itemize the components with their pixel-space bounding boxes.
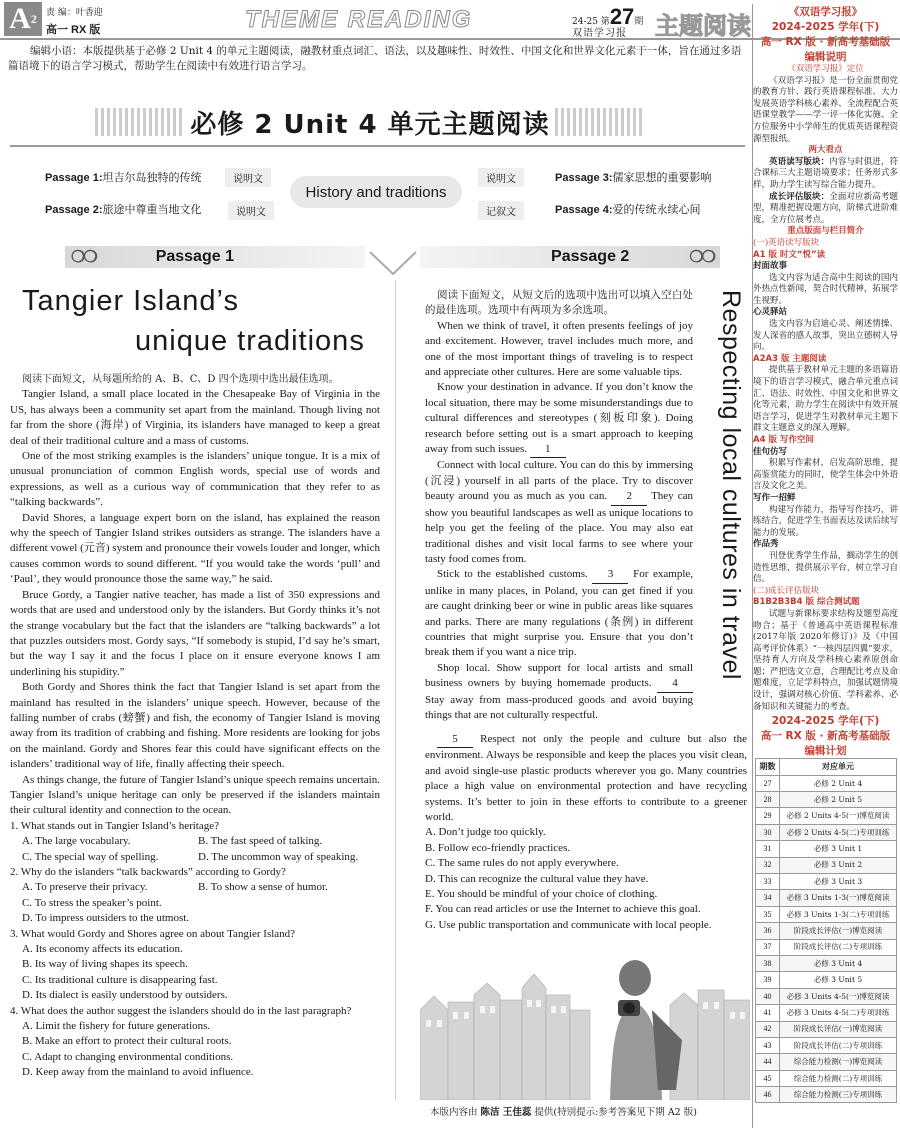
- option: D. Keep away from the mainland to avoid influence.: [22, 1066, 254, 1079]
- paragraph: [425, 567, 693, 660]
- option: B. The fast speed of talking.: [198, 835, 323, 848]
- issue-cell: 40: [756, 988, 780, 1004]
- table-row: [756, 906, 897, 922]
- left-stripe-decor: [95, 108, 185, 136]
- table-row: [756, 1037, 897, 1053]
- passage-3-overview: [555, 169, 711, 185]
- option: B. Make an effort to protect their cultural roots.: [22, 1035, 232, 1048]
- table-row: [756, 775, 897, 791]
- paragraph-text: For example, unlike in many places, in Poland, you can get fined if you are caught drinking beer or wine in public areas like squares and parks. There are many regulations (条例) in different countries that might surprise you. Ensure that you don’t break them if you want a nice trip.: [425, 568, 694, 659]
- passage-1-type: 说明文: [225, 168, 271, 187]
- issue-cell: 42: [756, 1021, 780, 1037]
- passage-2-header: [420, 246, 720, 268]
- page-num: 2: [30, 11, 37, 26]
- highlight-1: [753, 157, 898, 192]
- page-title: 必修 2 Unit 4 单元主题阅读: [190, 109, 550, 140]
- unit-cell: 必修 3 Unit 1: [780, 841, 897, 857]
- paragraph: Bruce Gordy, a Tangier native teacher, has made a list of 350 expressions and words that are used and understood only by the islanders. But Gordy thinks it’s not the strange vocabulary but the fact that the islanders are “talking backwards” a lot that puzzles outsiders most. Gordy says, “If somebody is stupid, I’d say he’s smart, but the way I say it and the focus I place on it ensure everyone knows I am underlining his stupidity.”: [10, 588, 380, 678]
- highlight-label: 成长评估版块：: [769, 191, 830, 202]
- section-name: 主题阅读: [655, 12, 751, 40]
- option: A. The large vocabulary.: [22, 835, 131, 848]
- table-row: [756, 792, 897, 808]
- credit-names: 陈洁 王佳蕊: [480, 1107, 532, 1118]
- issue-cell: 30: [756, 824, 780, 840]
- table-row: [756, 857, 897, 873]
- section-2-title: (二)成长评估版块: [753, 585, 820, 596]
- passage-1-header: [65, 246, 365, 268]
- table-row: [756, 1070, 897, 1086]
- passage-4-type: 记叙文: [478, 201, 524, 220]
- passage-2-header-label: Passage 2: [551, 248, 630, 265]
- options-row: [10, 880, 380, 895]
- editorial-plan-table: [755, 758, 897, 1103]
- blank-3[interactable]: 3: [592, 567, 628, 583]
- paragraph-text: Connect with local culture. You can do this by immersing (沉浸) yourself in all parts of the place. Try to discover beauty around you as much as you can.: [425, 459, 693, 503]
- question-4: 4. What does the author suggest the islanders should do in the last paragraph?: [10, 1004, 352, 1017]
- plan-table-body: [756, 775, 897, 1103]
- table-row: [756, 1021, 897, 1037]
- paragraph-text: Stay away from mass-produced goods and avoid buying things that are not culturally respectful.: [425, 693, 693, 721]
- section-1-title: (一)英语读写版块: [753, 237, 820, 248]
- table-row: [756, 1087, 897, 1103]
- b-text: 试题与新课标要求结构及题型高度吻合；基于《普通高中英语课程标准(2017年版 2020年修订)》及《中国高考评价体系》“一核四层四翼”要求，坚持育人方向及学科核心素养原创命题；严把选文立意，合理配比考点及命题难度，立足学科特点，加强试题情境设计，强调对核心价值、学科素养、必备知识和关键能力的考查。: [753, 608, 898, 712]
- table-row: [756, 988, 897, 1004]
- option: E. You should be mindful of your choice of clothing.: [425, 888, 658, 901]
- option: C. Its traditional culture is disappearing fast.: [22, 973, 218, 986]
- a4-column-1: 佳句仿写: [753, 446, 788, 457]
- passage-label: Passage 1:: [45, 172, 103, 184]
- passage-title: 旅途中尊重当地文化: [102, 203, 202, 216]
- grade-edition: 高一 RX 版: [46, 24, 101, 36]
- a1-column-1: 封面故事: [753, 261, 788, 272]
- paragraph-text: They can show you beautiful landscapes as well as unique locations to help you get the feeling of the place. You may also eat traditional dishes and visit local farms to see where your tasty food comes from.: [425, 490, 693, 565]
- passage-3-type: 说明文: [478, 168, 524, 187]
- option: D. The uncommon way of speaking.: [198, 850, 359, 863]
- issue-cell: 35: [756, 906, 780, 922]
- content-credit: [430, 1104, 697, 1118]
- issue-cell: 31: [756, 841, 780, 857]
- blank-2[interactable]: 2: [611, 489, 647, 505]
- page-code: A: [9, 2, 31, 35]
- a1-column-1-text: 选文内容为适合高中生阅读的国内外热点性新闻，契合时代精神，拓展学生视野。: [753, 272, 898, 306]
- paragraph: Tangier Island, a small place located in the Chesapeake Bay of Virginia in the US, has always been a community set apart from the mainland. Though living not far from the shore (海岸) of Virginia, its islanders have managed to keep a great deal of their traditional culture and a mass of customs.: [10, 388, 380, 447]
- a2a3-title: A2A3 版 主题阅读: [753, 353, 827, 364]
- unit-cell: 阶段成长评估(一)博览阅读: [780, 923, 897, 939]
- passage-label: Passage 2:: [45, 204, 103, 216]
- table-row: [756, 841, 897, 857]
- unit-cell: 阶段成长评估(二)专项训练: [780, 1037, 897, 1053]
- paragraph: One of the most striking examples is the islanders’ unique tongue. It is a mix of unusual pronunciation of common English words, special use of words and expressions, as well as a curious way of communication that they refer to as “talking backwards”.: [10, 450, 380, 509]
- b-title: B1B2B3B4 版 综合测试题: [753, 597, 860, 608]
- passage-label: Passage 3:: [555, 172, 613, 184]
- issue-cell: 38: [756, 955, 780, 971]
- paragraph-text: Respect not only the people and culture but also the environment. Always be responsible and keep the places you visit clean, and avoid single-use plastic products wherever you go. Many countries place a high value on environmental protection and have recycling systems. It’s better to join in these efforts to contribute to a greener world.: [425, 733, 747, 824]
- options-row: [10, 850, 380, 865]
- paragraph: [425, 661, 693, 724]
- a4-column-3-text: 刊登优秀学生作品，搁动学生的创造性思维，提供展示平台，树立学习自信。: [753, 550, 898, 585]
- issue-cell: 36: [756, 923, 780, 939]
- highlight-2: [753, 192, 898, 227]
- unit-cell: 必修 3 Unit 3: [780, 873, 897, 889]
- unit-cell: 必修 2 Unit 4: [780, 775, 897, 791]
- passage-title: 儒家思想的重要影响: [612, 171, 712, 184]
- plan-title: 编辑计划: [804, 745, 847, 758]
- unit-cell: 综合能力检测(三)专项训练: [780, 1087, 897, 1103]
- issue-suffix: 期: [634, 17, 644, 27]
- unit-cell: 必修 3 Units 1-3(二)专项训练: [780, 906, 897, 922]
- sidebar-guide-title: 编辑说明: [804, 51, 847, 63]
- passage-2-instruction: 阅读下面短文，从短文后的选项中选出可以填入空白处的最佳选项。选项中有两项为多余选项。: [425, 289, 693, 317]
- speech-bubbles-icon: ❍❍: [71, 249, 96, 266]
- options-row: [10, 834, 380, 849]
- highlight-text: 全面对应新高考题型，精准把握设题方向，阶梯式进阶难度，全方位展考点。: [753, 191, 898, 225]
- blank-1[interactable]: 1: [530, 442, 566, 458]
- option: A. To preserve their privacy.: [22, 881, 148, 894]
- highlight-label: 英语读写版块：: [769, 156, 830, 167]
- question-2: 2. Why do the islanders “talk backwards” according to Gordy?: [10, 866, 286, 878]
- issue-num: 27: [609, 4, 635, 29]
- passage-1-body: [10, 372, 380, 1081]
- sidebar: [752, 4, 898, 1128]
- table-row: [756, 923, 897, 939]
- sections-title: 重点版面与栏目简介: [787, 226, 864, 237]
- passage-1-title-line-1: Tangier Island’s: [22, 285, 239, 317]
- highlight-text: 内容与时俱进，符合课标三大主题语境要求；任务形式多样，助力学生读写综合能力提升。: [753, 156, 898, 190]
- paragraph: [425, 732, 747, 825]
- paragraph: When we think of travel, it often presents feelings of joy and excitement. However, travel includes much more, and one of the most important things of traveling is to respect and appreciate other cultures. Here are some valuable tips.: [425, 319, 693, 379]
- position-text: 《双语学习报》是一份全面贯彻党的教育方针、践行英语课程标准、大力发展英语学科核心素养、全流程配合英语课堂教学——学一评一体化实施、全方位服务中小学师生的优质英语课程资源型报纸。: [753, 75, 898, 144]
- issue-cell: 27: [756, 775, 780, 791]
- sidebar-year: 2024-2025 学年(下): [771, 21, 880, 33]
- option: A. Its economy affects its education.: [22, 943, 183, 956]
- credit-prefix: 本版内容由: [430, 1107, 478, 1118]
- table-row: [756, 1054, 897, 1070]
- theme-reading-banner: THEME READING: [245, 6, 473, 33]
- unit-cell: 必修 3 Unit 5: [780, 972, 897, 988]
- column-divider: [395, 280, 396, 1100]
- passage-2-type: 说明文: [228, 201, 274, 220]
- traveler-photo: [420, 940, 750, 1100]
- theme-center: History and traditions: [290, 176, 462, 208]
- question-1: 1. What stands out in Tangier Island’s heritage?: [10, 819, 219, 832]
- editor-credit: 责 编：叶香迎: [46, 8, 103, 18]
- plan-edition: 高一 RX 版 · 新高考基础版: [760, 730, 891, 743]
- a2a3-text: 提供基于教材单元主题的多语篇语境下的语言学习模式，融合单元重点词汇、语法、时效性、中国文化和世界文化等元素，助力学生在阅读中有效开展语言学习，促进学生对教材单元主题下群文主题意义的深入理解。: [753, 365, 898, 434]
- option: A. Limit the fishery for future generations.: [22, 1020, 211, 1033]
- a4-column-2-text: 构建写作能力，指导写作技巧，讲练结合，促进学生书面表达及读后续写能力的发展。: [753, 504, 898, 538]
- issue-cell: 33: [756, 873, 780, 889]
- option: D. Its dialect is easily understood by outsiders.: [22, 989, 228, 1002]
- unit-cell: 必修 3 Units 1-3(一)博览阅读: [780, 890, 897, 906]
- unit-cell: 必修 3 Units 4-5(一)博览阅读: [780, 988, 897, 1004]
- passage-1-overview: [45, 169, 201, 185]
- passage-title: 坦吉尔岛独特的传统: [102, 171, 202, 184]
- passage-2-overview: [45, 201, 201, 217]
- column-header: 对应单元: [780, 759, 897, 775]
- a1-column-2: 心灵驿站: [753, 307, 788, 318]
- issue-cell: 39: [756, 972, 780, 988]
- passage-1-title-line-2: unique traditions: [135, 325, 365, 357]
- table-row: [756, 808, 897, 824]
- a4-column-1-text: 积累写作素材，启发高阶思维，提高鉴赏能力的同时，使学生体会中外语言及文化之美。: [753, 458, 898, 492]
- option: G. Use public transportation and communicate with local people.: [425, 918, 712, 931]
- paragraph: As things change, the future of Tangier Island’s unique speech remains uncertain. Tangier Island’s unique heritage can only be preserved if the islanders maintain their cultural identity and connection to the ocean.: [10, 773, 380, 817]
- option: A. Don’t judge too quickly.: [425, 826, 546, 839]
- passage-label: Passage 4:: [555, 204, 613, 216]
- issue-cell: 43: [756, 1037, 780, 1053]
- issue-prefix: 24-25 第: [572, 17, 610, 27]
- position-title: 《双语学习报》定位: [787, 64, 864, 74]
- speech-bubbles-icon: ❍❍: [689, 249, 714, 266]
- paragraph-text: Stick to the established customs.: [437, 568, 588, 581]
- table-row: [756, 955, 897, 971]
- unit-cell: 必修 2 Units 4-5(一)博览阅读: [780, 808, 897, 824]
- option: D. This can recognize the cultural value they have.: [425, 872, 649, 885]
- title-divider: [10, 145, 745, 147]
- unit-cell: 必修 3 Unit 2: [780, 857, 897, 873]
- option: C. The special way of spelling.: [22, 850, 159, 863]
- option: B. To show a sense of humor.: [198, 881, 328, 894]
- paragraph: David Shores, a language expert born on the island, has explained the reason why the speech of Tangier Island strikes outsiders as strange. The islanders have a different vowel (元音) system and pronounce their vowels louder and longer, which causes common words to sound different. “If you would take the words ‘pull’ and ‘Paul’, they would pronounce those the same way,” he said.: [10, 511, 380, 586]
- unit-cell: 必修 3 Units 4-5(二)专项训练: [780, 1005, 897, 1021]
- issue-cell: 45: [756, 1070, 780, 1086]
- plan-year: 2024-2025 学年(下): [771, 715, 880, 728]
- sidebar-paper-name: 《双语学习报》: [788, 6, 863, 18]
- question-3: 3. What would Gordy and Shores agree on about Tangier Island?: [10, 927, 296, 940]
- unit-cell: 综合能力检测(二)专项训练: [780, 1070, 897, 1086]
- table-row: [756, 873, 897, 889]
- unit-cell: 阶段成长评估(一)博览阅读: [780, 1021, 897, 1037]
- paragraph: [425, 458, 693, 567]
- issue-cell: 32: [756, 857, 780, 873]
- option: D. To impress outsiders to the utmost.: [22, 912, 190, 925]
- a4-title: A4 版 写作空间: [753, 435, 814, 445]
- sidebar-edition: 高一 RX 版 · 新高考基础版: [760, 36, 891, 48]
- option: F. You can read articles or use the Internet to achieve this goal.: [425, 903, 701, 916]
- a4-column-2: 写作一招鲜: [753, 492, 796, 503]
- passage-1-header-label: Passage 1: [155, 248, 234, 265]
- issue-cell: 44: [756, 1054, 780, 1070]
- title-banner: [95, 102, 645, 142]
- option: C. The same rules do not apply everywhere.: [425, 857, 619, 870]
- passage-1-instruction: 阅读下面短文，从每题所给的 A、B、C、D 四个选项中选出最佳选项。: [22, 374, 339, 385]
- issue-cell: 29: [756, 808, 780, 824]
- option: B. Its way of living shapes its speech.: [22, 958, 188, 971]
- table-header-row: [756, 759, 897, 775]
- a1-column-2-text: 选文内容为启迪心灵、阐述情操、发人深省的感人故事，突出立德树人导向。: [753, 319, 898, 353]
- credit-suffix: 提供(特别提示:参考答案见下期 A2 版): [534, 1107, 697, 1118]
- paper-name: 双语学习报: [572, 28, 627, 39]
- issue-cell: 28: [756, 792, 780, 808]
- issue-cell: 41: [756, 1005, 780, 1021]
- blank-5[interactable]: 5: [437, 732, 473, 748]
- paragraph: [425, 380, 693, 458]
- a1-title: A1 版 时文“悦”读: [753, 249, 826, 260]
- issue-cell: 37: [756, 939, 780, 955]
- unit-cell: 必修 3 Unit 4: [780, 955, 897, 971]
- v-divider-decor: [368, 248, 418, 278]
- paragraph: Both Gordy and Shores think the fact that Tangier Island is set apart from the mainland has resulted in the islanders’ unique speech. However, because of the falling number of crabs (螃蟹) and fish, the economy of Tangier Island is moving away from its tradition of crabbing and fishing. More residents are looking for jobs on the mainland. Gordy and Shores fear this could have significant effects on the islanders’ traditional way of life, finally affecting their speech.: [10, 681, 380, 771]
- option: C. Adapt to changing environmental conditions.: [22, 1050, 234, 1063]
- table-row: [756, 939, 897, 955]
- passage-2-body: [425, 288, 693, 723]
- editor-note: 编辑小语：本版提供基于必修 2 Unit 4 的单元主题阅读，融教材重点词汇、语法，以及趣味性、时效性、中国文化和世界文化元素于一体，旨在通过多语篇语境下的语言学习模式，帮助学生在阅读中有效进行语言学习。: [8, 45, 742, 72]
- option: C. To stress the speaker’s point.: [22, 896, 162, 909]
- table-row: [756, 890, 897, 906]
- table-row: [756, 972, 897, 988]
- right-stripe-decor: [555, 108, 645, 136]
- issue-cell: 46: [756, 1087, 780, 1103]
- passage-title: 爱的传统永续心间: [612, 203, 701, 216]
- unit-cell: 综合能力检测(一)博览阅读: [780, 1054, 897, 1070]
- passage-2-title: Respecting local cultures in travel: [717, 290, 745, 680]
- column-header: 期数: [756, 759, 780, 775]
- highlights-title: 两大看点: [808, 145, 843, 156]
- unit-cell: 必修 2 Unit 5: [780, 792, 897, 808]
- passage-2-body-continued: [425, 732, 747, 933]
- page-number-badge: [4, 2, 42, 36]
- blank-4[interactable]: 4: [657, 676, 693, 692]
- unit-cell: 阶段成长评估(二)专项训练: [780, 939, 897, 955]
- table-row: [756, 1005, 897, 1021]
- paragraph-text: Shop local. Show support for local artists and small business owners by buying homemade products.: [425, 661, 693, 690]
- option: B. Follow eco-friendly practices.: [425, 841, 571, 854]
- paragraph-text: Know your destination in advance. If you don’t know the local situation, there may be some misunderstandings due to cultural differences and stereotypes (刻板印象). Doing research before setting out is a smart approach to keeping away from such issues.: [425, 381, 693, 456]
- a4-column-3: 作品秀: [753, 539, 779, 550]
- unit-cell: 必修 2 Units 4-5(二)专项训练: [780, 824, 897, 840]
- table-row: [756, 824, 897, 840]
- passage-4-overview: [555, 201, 700, 217]
- issue-cell: 34: [756, 890, 780, 906]
